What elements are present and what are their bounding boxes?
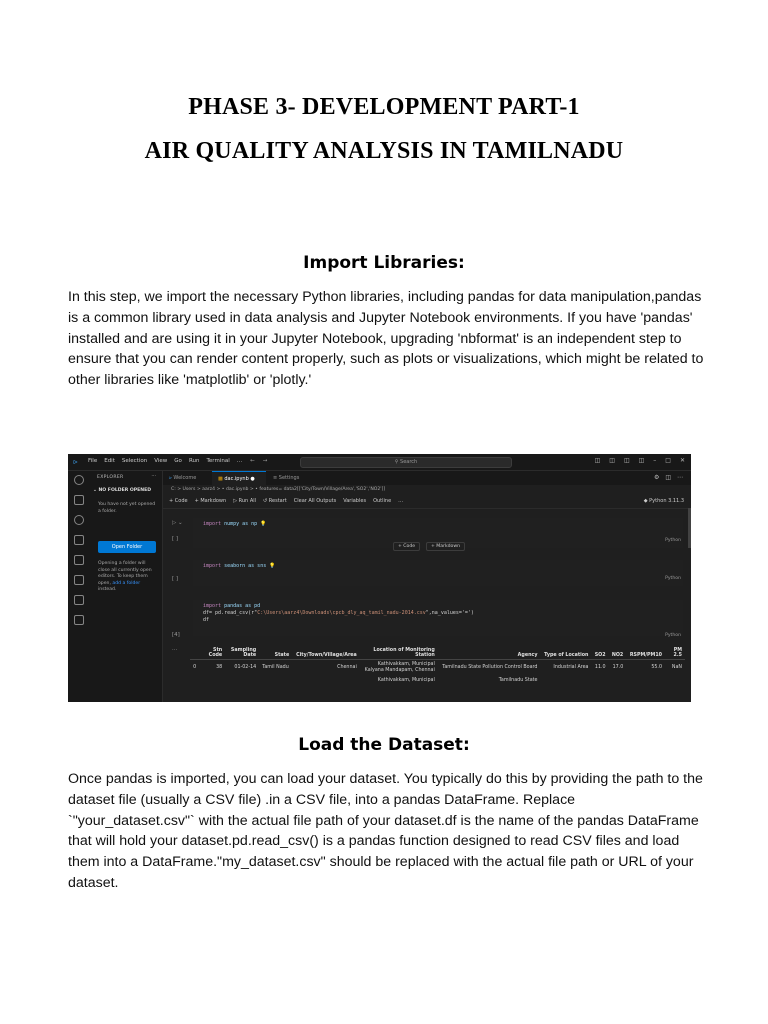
lightbulb-icon[interactable]: 💡 — [269, 563, 276, 569]
menu-edit[interactable]: Edit — [104, 458, 115, 464]
section-text-load: Once pandas is imported, you can load your dataset. You typically do this by providing the path to the dataset file (usually a CSV file) .in a CSV file, into a pandas DataFrame. Replace `"your_dataset.csv"` with the actual file path of your dataset.df is the name of the pandas DataFrame that will hold your dataset.pd.read_csv() is a pandas function designed to read CSV files and load them into a DataFrame."my_dataset.csv" should be replaced with the actual file path or URL of your dataset. — [68, 771, 703, 891]
maximize-icon[interactable]: □ — [665, 457, 671, 464]
code-text: df — [203, 617, 210, 623]
restart-button[interactable]: ↺ Restart — [263, 498, 287, 504]
tab-settings-label: Settings — [278, 475, 300, 481]
layout-icon[interactable]: ◫ — [623, 457, 630, 464]
forward-arrow-icon[interactable]: → — [262, 458, 268, 464]
editor-tabs — [163, 471, 691, 485]
table-cell — [626, 676, 665, 686]
table-header: RSPM/PM10 — [626, 647, 665, 660]
output-more-icon[interactable]: ⋯ — [172, 647, 178, 653]
table-header — [190, 647, 199, 660]
table-cell: Industrial Area — [553, 665, 589, 670]
table-header: Location of Monitoring Station — [360, 647, 438, 660]
menu-terminal[interactable]: Terminal — [206, 458, 230, 464]
explorer-icon[interactable] — [74, 495, 84, 505]
code-cell[interactable] — [193, 560, 683, 586]
table-cell — [609, 676, 627, 686]
add-markdown-button[interactable]: + Markdown — [194, 498, 227, 504]
table-row — [190, 660, 685, 677]
layout-icon[interactable]: ◫ — [638, 457, 645, 464]
add-code-button[interactable]: + Code — [169, 498, 188, 504]
layout-icon[interactable]: ◫ — [609, 457, 615, 464]
table-cell — [225, 676, 259, 686]
table-header: NO2 — [609, 647, 627, 660]
code-cell[interactable] — [193, 600, 683, 636]
back-arrow-icon[interactable]: ← — [250, 458, 255, 464]
menu-view[interactable]: View — [154, 458, 168, 464]
extensions-icon[interactable] — [74, 615, 84, 625]
table-cell: Tamilnadu State — [498, 678, 538, 683]
more-icon[interactable]: ⋯ — [151, 474, 156, 479]
code-text: ",na_values='=') — [425, 610, 474, 616]
table-header: Type of Location — [540, 647, 591, 660]
vscode-logo-icon: ⪧ — [169, 475, 172, 481]
tab-welcome-label: Welcome — [173, 475, 197, 481]
layout-icon[interactable]: ◫ — [594, 457, 601, 464]
cell-language[interactable]: Python — [665, 576, 681, 581]
table-cell: Kathivakkam, Municipal — [377, 678, 435, 683]
table-cell: NaN — [671, 665, 682, 670]
remote-icon[interactable] — [74, 595, 84, 605]
editor-scrollbar[interactable] — [688, 508, 691, 548]
code-keyword: import — [203, 603, 222, 609]
search-placeholder: Search — [400, 459, 418, 465]
add-markdown-cell-button[interactable]: + Markdown — [426, 542, 465, 551]
document-title: PHASE 3- DEVELOPMENT PART-1 — [188, 94, 580, 120]
cell-language[interactable]: Python — [665, 633, 681, 638]
search-icon: ⚲ — [394, 459, 399, 465]
table-cell — [292, 676, 360, 686]
table-header: SO2 — [591, 647, 608, 660]
vscode-screenshot — [68, 454, 691, 702]
notebook-icon: ▩ — [218, 476, 223, 482]
explorer-label: EXPLORER — [97, 475, 124, 480]
minimize-icon[interactable]: – — [653, 457, 657, 464]
clear-outputs-button[interactable]: Clear All Outputs — [293, 498, 337, 504]
kernel-label: Python 3.11.3 — [649, 498, 684, 504]
split-editor-icon[interactable]: ◫ — [665, 474, 671, 481]
no-folder-section[interactable]: ⌄ NO FOLDER OPENED — [93, 488, 152, 493]
table-cell — [190, 676, 199, 686]
open-folder-hint-text: Opening a folder will close all currently open editors. To keep them open, — [98, 561, 152, 586]
unsaved-dot-icon[interactable]: ● — [250, 476, 255, 482]
section-heading-load: Load the Dataset: — [298, 735, 470, 755]
account-icon[interactable] — [74, 475, 84, 485]
menu-more[interactable]: … — [236, 458, 243, 464]
table-cell — [199, 676, 225, 686]
tab-settings[interactable] — [267, 471, 317, 485]
menu-run[interactable]: Run — [188, 458, 200, 464]
variables-button[interactable]: Variables — [343, 498, 367, 504]
code-string: C:\Users\aarz4\Downloads\cpcb_dly_aq_tamil_nadu-2014.csv — [257, 610, 426, 616]
editor-actions — [654, 474, 683, 481]
run-all-button[interactable]: ▷ Run All — [233, 498, 257, 504]
table-header: PM 2.5 — [665, 647, 685, 660]
run-cell-icon[interactable]: ▷ ⌄ — [172, 520, 183, 526]
outline-button[interactable]: Outline — [373, 498, 392, 504]
toolbar-more-button[interactable]: … — [398, 498, 404, 504]
tab-welcome[interactable] — [163, 471, 217, 485]
code-text: df= pd.read_csv(r" — [203, 610, 258, 616]
tab-notebook-label: dac.ipynb — [224, 476, 249, 482]
kernel-picker[interactable] — [644, 498, 684, 504]
no-folder-text: You have not yet opened a folder. — [98, 502, 156, 514]
no-folder-label: NO FOLDER OPENED — [98, 488, 152, 493]
open-folder-hint-end: instead. — [98, 587, 117, 592]
explorer-sidebar — [90, 471, 163, 702]
table-cell: 55.0 — [651, 665, 662, 670]
table-header: City/Town/Village/Area — [292, 647, 360, 660]
table-cell: Tamil Nadu — [262, 665, 289, 670]
code-text: numpy as np — [221, 521, 258, 527]
source-control-icon[interactable] — [74, 535, 84, 545]
menu-file[interactable]: File — [88, 458, 98, 464]
code-keyword: import — [203, 521, 222, 527]
open-folder-button[interactable]: Open Folder — [98, 541, 156, 553]
close-icon[interactable]: ✕ — [679, 457, 685, 464]
testing-icon[interactable] — [74, 575, 84, 585]
activity-bar — [68, 471, 90, 702]
menu-bar — [88, 458, 242, 464]
add-code-cell-button[interactable]: + Code — [393, 542, 420, 551]
vscode-logo-icon: ⪧ — [73, 457, 78, 466]
code-keyword: import — [203, 563, 222, 569]
code-text: pandas as pd — [221, 603, 261, 609]
menu-selection[interactable]: Selection — [121, 458, 148, 464]
document-subtitle: AIR QUALITY ANALYSIS IN TAMILNADU — [144, 138, 624, 164]
table-cell: 01-02-14 — [234, 665, 257, 670]
table-cell: 17.0 — [612, 665, 624, 670]
table-cell — [665, 676, 685, 686]
search-view-icon[interactable] — [74, 515, 84, 525]
window-controls — [595, 457, 685, 464]
table-cell: Tamilnadu State Pollution Control Board — [442, 665, 538, 670]
gear-icon[interactable]: ⚙ — [653, 474, 660, 481]
dataframe-output-table — [190, 647, 685, 686]
cell-execution-count: [ ] — [172, 576, 179, 582]
table-cell: Kathivakkam, Municipal Kalyana Mandapam, Chennai — [364, 662, 435, 673]
code-text: seaborn as sns — [221, 563, 267, 569]
table-cell: 38 — [216, 665, 223, 670]
table-cell — [259, 676, 292, 686]
section-heading-import: Import Libraries: — [303, 253, 465, 273]
table-header: Stn Code — [199, 647, 225, 660]
table-cell: Chennai — [337, 665, 357, 670]
table-cell: 0 — [193, 665, 197, 670]
tab-notebook[interactable] — [212, 471, 266, 485]
command-search-box[interactable] — [300, 457, 512, 468]
cell-language[interactable]: Python — [665, 538, 681, 543]
settings-tab-icon: ≡ — [273, 475, 278, 481]
breadcrumb[interactable]: C: > Users > aarz4 > • dac.ipynb > • features= data2[['City/Town/Village/Area','SO2','NO2']] — [171, 487, 386, 492]
table-row — [190, 676, 685, 686]
table-header: State — [259, 647, 292, 660]
run-debug-icon[interactable] — [74, 555, 84, 565]
menu-go[interactable]: Go — [174, 458, 182, 464]
table-header-row — [190, 647, 685, 660]
python-icon: ◆ — [643, 498, 648, 504]
add-folder-link[interactable]: add a folder — [112, 580, 141, 586]
cell-execution-count: [4] — [172, 632, 180, 638]
table-cell: 11.0 — [594, 665, 606, 670]
table-header: Sampling Date — [225, 647, 259, 660]
section-text-import: In this step, we import the necessary Python libraries, including pandas for data manipulation,pandas is a common library used in data analysis and Jupyter Notebook environments. If you have 'pandas' installed and are using it in your Jupyter Notebook, upgrading 'nbformat' is an independent step to ensure that you can render content properly, such as plots or visualizations, which might be related to other libraries like 'matplotlib' or 'plotly.' — [68, 289, 704, 389]
nav-arrows — [250, 458, 267, 464]
title-bar — [68, 454, 691, 471]
cell-execution-count: [ ] — [172, 536, 179, 542]
table-cell — [591, 676, 608, 686]
table-cell — [540, 676, 591, 686]
open-folder-hint — [98, 561, 156, 594]
notebook-toolbar — [163, 497, 691, 509]
more-actions-icon[interactable]: ⋯ — [677, 474, 683, 481]
table-header: Agency — [438, 647, 541, 660]
lightbulb-icon[interactable]: 💡 — [260, 521, 267, 527]
